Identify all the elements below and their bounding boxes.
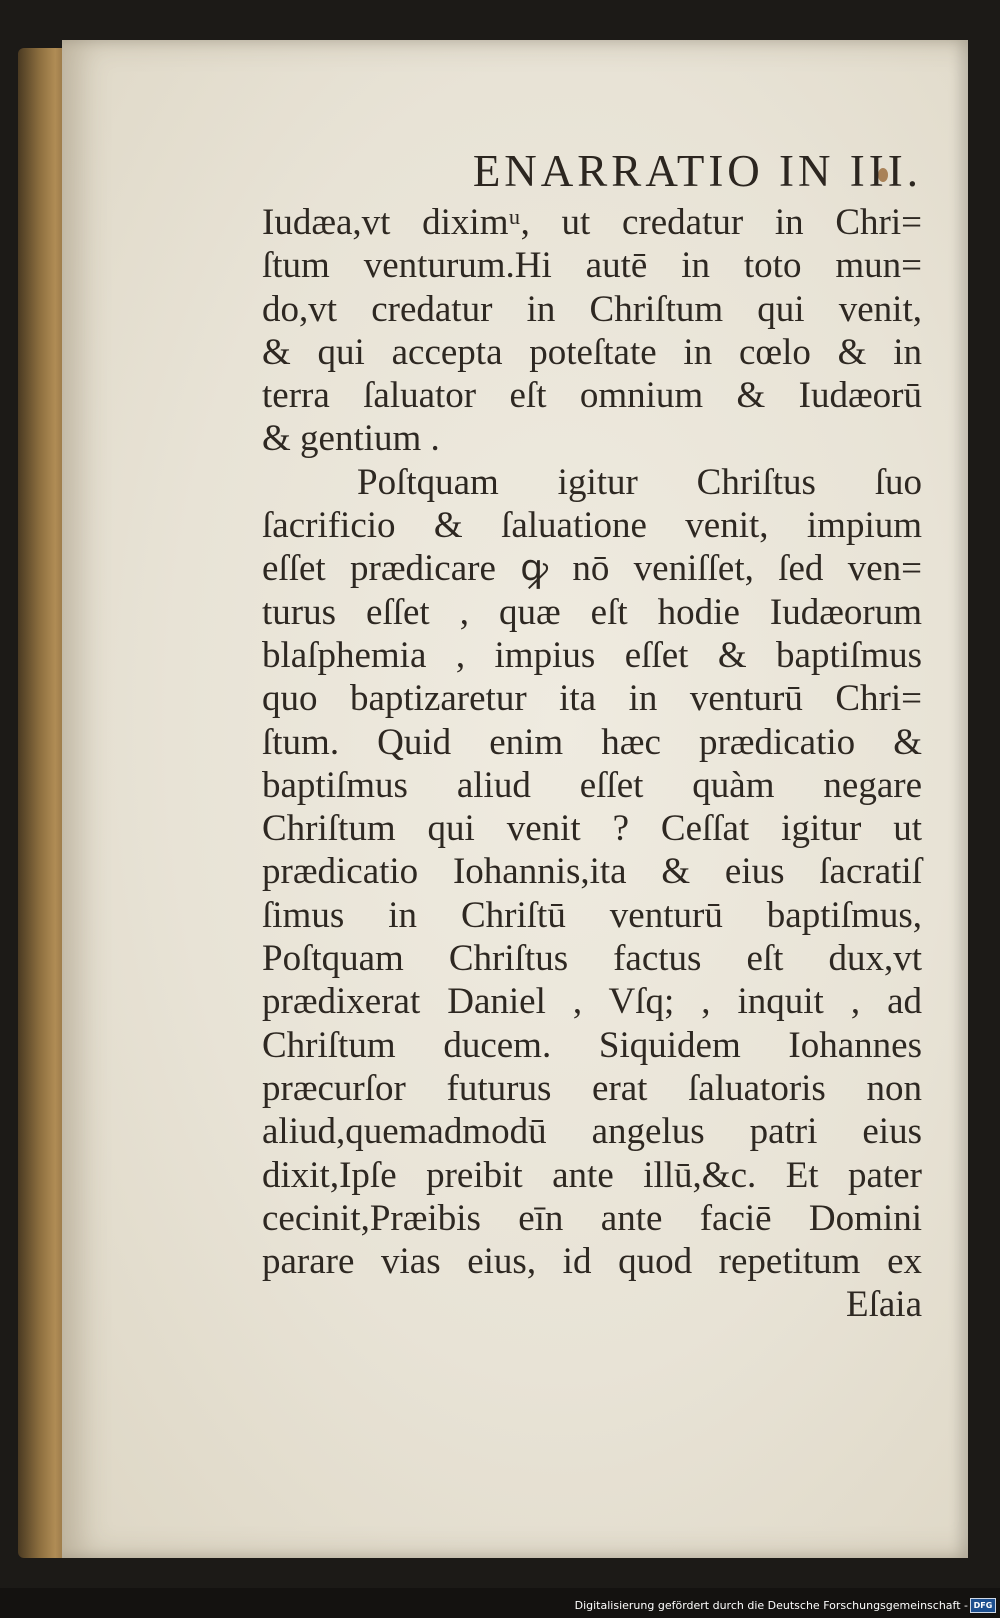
text-line: & qui accepta poteſtate in cœlo & in — [262, 331, 922, 373]
text-line: Iudæa,vt diximᵘ, ut credatur in Chri= — [262, 202, 922, 243]
text-line: quo baptizaretur ita in venturū Chri= — [262, 678, 922, 720]
text-line: ſtum venturum.Hi autē in toto mun= — [262, 245, 922, 287]
text-line: Poſtquam igitur Chriſtus ſuo — [357, 461, 922, 503]
text-line: parare vias eius, id quod repetitum ex — [262, 1241, 922, 1283]
text-line: eſſet prædicare ꝙ nō veniſſet, ſed ven= — [262, 548, 922, 590]
catchword: Eſaia — [845, 1284, 922, 1326]
text-line: præcurſor futurus erat ſaluatoris non — [262, 1067, 922, 1109]
text-line: terra ſaluator eſt omnium & Iudæorū — [262, 375, 922, 417]
text-line: do,vt credatur in Chriſtum qui venit, — [262, 288, 922, 330]
text-line: blaſphemia , impius eſſet & baptiſmus — [262, 634, 922, 676]
text-line: Poſtquam Chriſtus factus eſt dux,vt — [262, 938, 922, 980]
text-line: dixit,Ipſe preibit ante illū,&c. Et pater — [262, 1154, 922, 1196]
text-line: Chriſtum qui venit ? Ceſſat igitur ut — [262, 808, 922, 850]
text-line: ſacrificio & ſaluatione venit, impium — [262, 505, 922, 547]
text-line: ſtum. Quid enim hæc prædicatio & — [262, 721, 922, 763]
text-line: turus eſſet , quæ eſt hodie Iudæorum — [262, 591, 922, 633]
book-page — [62, 40, 968, 1558]
dfg-logo: DFG — [970, 1598, 996, 1613]
page-text-area — [262, 145, 922, 1326]
text-line: cecinit,Præibis eīn ante faciē Domini — [262, 1197, 922, 1239]
text-line: aliud,quemadmodū angelus patri eius — [262, 1111, 922, 1153]
main-text — [262, 201, 922, 1283]
digitization-credit: Digitalisierung gefördert durch die Deutsche Forschungsgemeinschaft - — [574, 1599, 968, 1612]
text-line: prædicatio Iohannis,ita & eius ſacratiſ — [262, 851, 922, 893]
text-line: ſimus in Chriſtū venturū baptiſmus, — [262, 894, 922, 936]
text-line: & gentium . — [262, 418, 440, 460]
running-head: ENARRATIO IN III. — [472, 146, 922, 196]
text-line: baptiſmus aliud eſſet quàm negare — [262, 764, 922, 806]
text-line: prædixerat Daniel , Vſq; , inquit , ad — [262, 981, 922, 1023]
footer-bar — [0, 1588, 1000, 1618]
text-line: Chriſtum ducem. Siquidem Iohannes — [262, 1024, 922, 1066]
